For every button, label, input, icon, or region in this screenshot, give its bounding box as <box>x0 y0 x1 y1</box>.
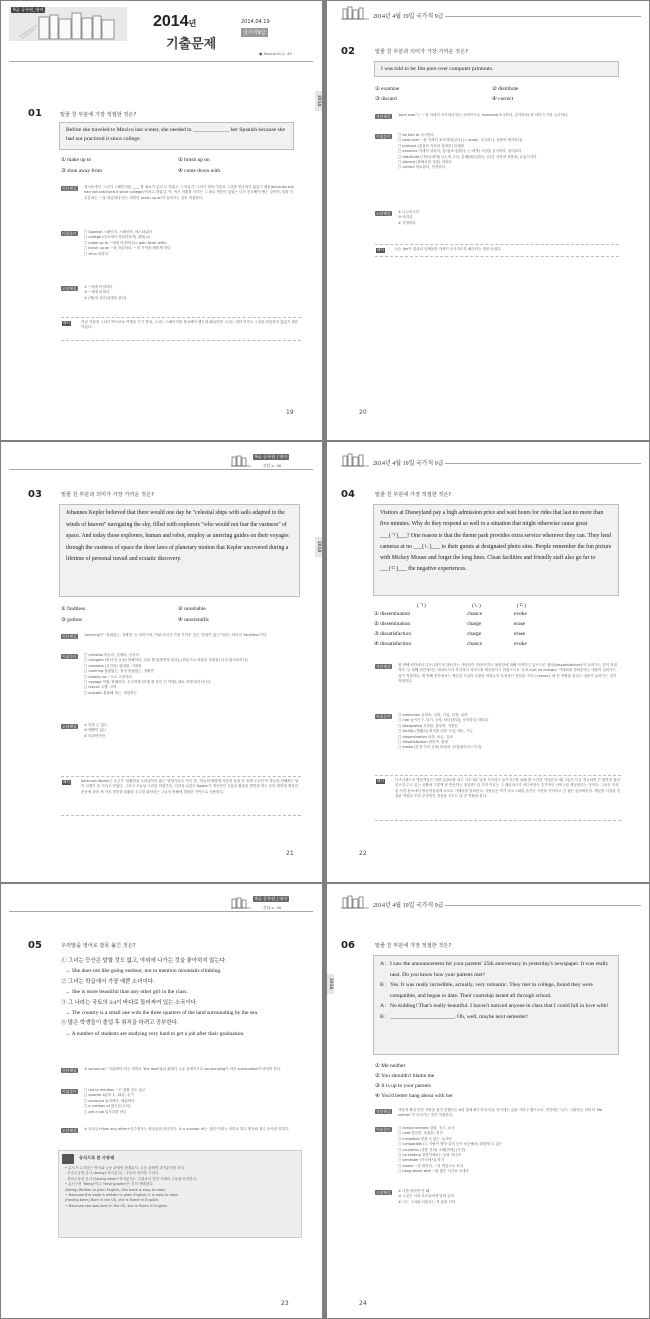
vocab-item: □ discard (불필요한 것을) 버리다 <box>398 160 452 165</box>
label-answer-explain: 정답해설 <box>62 186 77 191</box>
translation-text: 나는 Jim이 컴퓨터 인쇄물을 자세히 조사하도록 해주라는 말을 들었다. <box>395 247 502 251</box>
item-4-english: → A number of students are studying very hard to get a job after their graduation. <box>65 1030 245 1037</box>
vocab-item: □ travail 고생, 고역 <box>84 685 117 690</box>
choice-4[interactable]: ④ come down with <box>178 168 221 174</box>
choice-list <box>375 1061 453 1101</box>
page-number: 20 <box>359 409 367 416</box>
side-tab-year: 2014 <box>315 537 322 557</box>
question-passage: Johannes Kepler believed that there would one day be "celestial ships with sails adapted to the winds of heaven" navigating the sky, filled with explorers "who would not fear the vastness" of space. And today those explorers, human and robot, employ as unerring guides on their voyages through the vastness of space the three laws of planetary motion that Kepler uncovered during a lifetime of personal travail and ecstatic discovery. <box>59 504 300 597</box>
question-passage: Visitors at Disneyland pay a high admission price and wait hours for rides that last no more than five minutes. Why do they respond so well to a situation that might otherwise cause great ___(ㄱ)___? One reason is that the theme park provides extra service wherever they can. They lend cameras at no ___(ㄴ)___ to their guests at designated photo sites. People remember the fun picture with Mickey Mouse and forget the long lines. Clean facilities and friendly staff also go far to ___(ㄷ)___ the negative experiences. <box>373 504 619 596</box>
vocab-item: □ vastness (공간을) 광대함, 거대함 <box>84 663 142 668</box>
choice-2[interactable]: ② distribute <box>492 86 519 92</box>
utterance: No kidding! That's really beautiful. I haven't noticed anyone in class that I could fall in love with! <box>390 1003 609 1010</box>
vocab-item: □ semester (미국에서) 학기 <box>398 1158 444 1163</box>
wrong-item: ④ 너는 그녀와 어울리는 게 좋을 거야 <box>398 1199 456 1204</box>
vocab-item: □ examine 자세히 살피다, 검사[조사]하다, (~에게) 시험을 실시하다, 물어보다 <box>398 149 522 154</box>
choice-1[interactable]: ① examine <box>375 86 400 92</box>
vocab-list <box>84 230 294 257</box>
vocab-item: □ unerring 틀림없는, 정성 틀림없는, 정확한 <box>84 669 154 674</box>
column-head-c: (ㄷ) <box>517 603 526 609</box>
books-header-icon <box>341 894 369 908</box>
answer-explanation: 'unerring'은 '틀림없는, 정확한' 등 의미이며, 이와 의미상 가장 가까운 것은 '결점이 없는'이라는 의미의 'faultless'이다. <box>84 633 268 637</box>
speaker: A : <box>380 961 387 967</box>
side-tab-year: 2014 <box>327 974 334 994</box>
translation-label: 해석 <box>63 780 70 784</box>
header-answer-ref: 정답 p. 46 <box>263 905 282 910</box>
vocab-item: □ surround 둘러싸다, 에워싸다 <box>84 1098 135 1103</box>
vocab-item: □ courtship (결혼 전의) 교제[연애] (기간) <box>398 1147 466 1152</box>
books-header-icon <box>341 452 369 466</box>
grammar-tip-icon <box>62 1154 74 1164</box>
header-rule <box>9 469 313 470</box>
speaker: B : <box>380 1013 387 1020</box>
choice-2-c: erase <box>514 621 526 627</box>
question-title: 밑줄 친 부분과 의미가 가장 가까운 것은? <box>61 492 154 498</box>
answer-explanation: 'pore over'는 '~을 자세히 조사하다'라는 의미이므로 'examine(조사하다, 검사하다)'과 의미가 가장 유사하다. <box>398 113 569 117</box>
column-head-a: (ㄱ) <box>417 603 426 609</box>
choice-1[interactable]: ① make up to <box>61 157 92 163</box>
translation-text: Johannes Kepler는 우주가 '광활함을 두려워하지 않는' 탐험가들로 가득 찬, '하늘의 바람에 적응한 돛을 단 천체 우주선'이 하늘을 항해하는 날이 언젠가 올 거라고 믿었다. 그리고 오늘날 그러한 탐험가들, 인간과 로봇은 Kepler가 개인적인 고통과 황홀한 발견을 하는 동안 밝혀낸 행성의 운동에 관한 세 가지 법칙을 광활한 우주를 횡단하는 그들의 항해에 정확한 가이드로 사용한다. <box>81 779 299 794</box>
choice-2-b: charge <box>467 621 482 627</box>
choice-3-b: charge <box>467 631 482 637</box>
label-wrong-answers: 오답해설 <box>62 1128 77 1133</box>
choice-2[interactable]: ② You shouldn't blame me <box>375 1073 435 1079</box>
question-title: 밑줄 친 부분에 가장 적절한 것은? <box>375 492 452 498</box>
choice-2[interactable]: ② unreliable <box>178 606 206 612</box>
label-wrong-answers: 오답해설 <box>62 724 77 729</box>
choice-2-a[interactable]: ② dissemination <box>374 621 411 627</box>
choice-4[interactable]: ④ correct <box>492 96 514 102</box>
answer-explanation: ③ surround는 '에워싸다'라는 의미로 'the land'와의 관계가 수동 관계이므로 surrounding이 아닌 surrounded가 되어야 한다. <box>84 1067 282 1071</box>
books-header-icon <box>341 5 369 19</box>
vocab-item: □ designated 지정된, 관선의, 지명된 <box>398 723 458 728</box>
vocab-item: □ college (미국에서 학위과정이) 대학(교) <box>84 235 151 240</box>
label-answer-explain: 정답해설 <box>62 634 77 639</box>
label-vocab: 어휘풀이 <box>62 654 77 659</box>
answer-explanation: 제시문에서 '그녀가 스페인어를 ____ 할 필요가 있다'고 하였고 그 이유가 '그녀가 대학 이후로 그것을 연습하지 않았기 때문(because she had not practiced it since college)'이라고 하였다. 즉, 역시 어휘를 익히는 그 필요 연습이 없었는 다시 공부해야 했는 것이며, 밑줄 친 부분에는 '~을 복습하다'라는 의미인 brush up on이 들어가는 것이 적절하다. <box>84 185 294 200</box>
exam-date: 2014.04.19 <box>241 19 270 25</box>
dialogue-line <box>380 1012 612 1023</box>
wrong-item: ④ (병)에 걸리다(병을 앓다) <box>84 295 127 300</box>
vocab-item: □ correct 바로잡다, 정정하다 <box>398 165 446 170</box>
choice-1[interactable]: ① Me neither <box>375 1063 406 1069</box>
vocab-item: □ no kidding 정말이에요?, 농담 아니야 <box>398 1153 461 1158</box>
item-1-korean[interactable]: ① 그녀는 등산은 말할 것도 없고, 야외에 나가는 것을 좋아하지 않는다. <box>61 958 227 964</box>
question-number: 03 <box>28 489 42 500</box>
vocab-item: □ celestial 하늘의, 천체의, 천상의 <box>84 653 139 657</box>
wrong-item: ② 나를 탓하면 안 돼 <box>398 1189 430 1193</box>
header-rule <box>9 911 313 912</box>
choice-3[interactable]: ③ discard <box>375 96 397 102</box>
wrong-item: ④ 정정하다 <box>398 220 416 225</box>
vocab-item: □ dissemination 파종, 보급, 유포 <box>398 734 453 739</box>
vocab-item: □ evoke (감정·기억 등을) 떠올려 주다[불러일으키다] <box>398 745 482 750</box>
item-1-english: → She does not like going outdoor, not to mention mountain-climbing. <box>65 968 222 975</box>
vocab-item: □ compatible (두 사람이 생각·흥미 등이 비슷해서) 화합할 수 있는 <box>398 1142 503 1147</box>
grammar-line: (Having been) Born in the US, she is fluent in English. <box>65 1198 159 1203</box>
dialogue-box <box>373 955 619 1055</box>
question-number: 06 <box>341 940 355 951</box>
vocab-list <box>84 1088 299 1115</box>
choice-4[interactable]: ④ unscientific <box>178 617 210 623</box>
grammar-line: → Because she was born in the US, she is fluent in English. <box>65 1203 169 1208</box>
header-rule <box>445 16 641 17</box>
question-title: 밑줄 친 부분에 가장 적절한 것은? <box>60 112 137 118</box>
header-rule <box>445 463 641 464</box>
series-badge: 9급 공무원 | 영어 <box>255 454 288 459</box>
wrong-list <box>84 285 294 301</box>
page-number: 22 <box>359 850 367 857</box>
year-title: 2014년 <box>153 13 197 30</box>
wrong-item: ③ 그것은 너의 부모님에게 달려 있어 <box>398 1194 455 1199</box>
page-23 <box>1 884 322 1318</box>
dialogue-line <box>380 1001 612 1012</box>
grammar-line: - 단순수동형 분사 (being+과거분사) : 수동의 의미를 가진다. <box>65 1171 160 1176</box>
grammar-line: (Being) Written in plain English, this book is easy to read. <box>65 1187 166 1192</box>
choice-2[interactable]: ② brush up on <box>178 157 210 163</box>
vocab-item: □ pore over ~을 자세히 조사하다[보다] (= study, 숙고하다, 골똘히 생각하다) <box>398 138 523 143</box>
vocab-item: □ hang about with ~와 많은 시간을 보내다 <box>398 1169 469 1174</box>
vocab-item: □ dissatisfaction 불만족, 불평 <box>398 740 448 745</box>
exam-subtitle: 기출문제 <box>166 37 217 52</box>
item-4-korean[interactable]: ④ 많은 학생들이 졸업 후 취직을 하려고 공부한다. <box>61 1020 179 1027</box>
translation-text: 작년 겨울에 그녀가 멕시코로 여행을 가기 전에, 그녀는 스페인어를 복습해야 했는데 왜냐하면 그녀는 대학 이후로 그것을 연습하지 않았기 때문이었다. <box>81 320 299 330</box>
grammar-line: → Because this book is written in plain English, it is easy to read. <box>65 1193 179 1198</box>
label-answer-explain: 정답해설 <box>62 1068 77 1073</box>
question-number: 01 <box>28 108 42 119</box>
translation-label: 해석 <box>377 779 384 783</box>
label-vocab: 어휘풀이 <box>62 231 77 236</box>
column-head-b: (ㄴ) <box>472 603 481 609</box>
side-tab-year: 2014 <box>315 91 322 111</box>
grammar-tip-box <box>58 1150 302 1238</box>
page-number: 19 <box>286 409 294 416</box>
choice-4-c: evoke <box>514 641 527 647</box>
page-19 <box>1 1 322 440</box>
vocab-item: □ brush up on ~을 복습하다, ~의 기억을 새롭게 하다 <box>84 246 171 251</box>
label-answer-explain: 정답해설 <box>376 1109 391 1114</box>
label-answer-explain: 정답해설 <box>376 664 391 669</box>
vocab-item: □ admission 입장료, 입장, 가입, 인정, 입학 <box>398 713 468 717</box>
wrong-item: ② 믿을 수 없는 <box>84 723 108 727</box>
item-3-korean[interactable]: ③ 그 나라는 국토의 3/4이 바다로 둘러싸여 있는 소국이다. <box>61 999 198 1006</box>
grammar-line: - 완료수동형 분사 (having been+과거분사) : 주절보다 앞선 시제의 수동을 표현한다. <box>65 1176 198 1181</box>
vocab-list <box>84 653 299 696</box>
vocab-item: □ Spanish 스페인의, 스페인어, 에스파냐어 <box>84 230 152 234</box>
label-wrong-answers: 오답해설 <box>62 286 77 291</box>
label-wrong-answers: 오답해설 <box>376 211 391 216</box>
translation-box <box>61 776 301 816</box>
question-number: 05 <box>28 940 42 951</box>
page-21 <box>1 442 322 882</box>
translation-box <box>375 775 621 821</box>
label-vocab: 어휘풀이 <box>376 714 391 719</box>
books-header-icon <box>231 894 251 906</box>
vocab-item: □ a number of 많은(다수의) <box>84 1104 131 1109</box>
vocab-item: □ get a job 일자리를 얻다 <box>84 1109 127 1114</box>
vocab-list <box>398 133 618 171</box>
vocab-item: □ make up to ~에게 아첨하다(= gain favor with) <box>84 240 167 245</box>
publisher-ref: ● Research p. 45 <box>259 51 292 56</box>
korean-english-items <box>61 956 297 1039</box>
wrong-explanation: ② 비교급+than any other+단수명사는 최상급의 의미이다. ④ a number of는 '많은'이라는 의미로 복수 명사와 복수 동사를 취한다. <box>84 1127 290 1131</box>
speaker: B : <box>380 982 387 989</box>
choice-3[interactable]: ③ gutless <box>61 617 83 623</box>
item-2-english: → She is more beautiful than any other girl in the class. <box>65 989 188 996</box>
speaker: A : <box>380 1003 387 1010</box>
header-answer-ref: 정답 p. 46 <box>263 463 282 468</box>
question-number: 04 <box>341 489 355 500</box>
vocab-item: □ neat 깔끔한, 훌륭한, 멋진 <box>398 1131 443 1136</box>
answer-explanation: 사랑에 빠질 만한 사람을 찾지 못했다는 A의 말에 B가 아마 다음 학기에는 있을 거라고 했으므로, 빈칸에는 '나도 그래'라는 의미의 'Me neither'가 들어가는 것이 적절하다. <box>398 1108 603 1118</box>
page-22 <box>327 442 649 882</box>
choice-3[interactable]: ③ It is up to your parents <box>375 1083 431 1089</box>
vocab-item: □ incredible 믿을 수 없는, 놀라운 <box>398 1136 453 1141</box>
running-header: 2014년 4월 19일 국가직 9급 <box>373 903 444 909</box>
choice-3[interactable]: ③ shun away from <box>61 168 102 174</box>
vocab-item: □ employ as ~으로 고용하다 <box>84 674 132 679</box>
wrong-item: ④ 비과학적인 <box>84 733 106 738</box>
vocab-item: □ printout (컴퓨터 자료를 출력한) 인쇄물 <box>398 143 465 148</box>
translation-box <box>375 244 619 257</box>
question-title: 우리말을 영어로 잘못 옮긴 것은? <box>61 943 136 949</box>
series-badge: 9급 공무원_영어 <box>13 7 44 12</box>
label-vocab: 어휘풀이 <box>62 1089 77 1094</box>
page-20 <box>327 1 649 440</box>
wrong-item: ① ~에게 아첨하다 <box>84 285 113 289</box>
utterance: I saw the announcement for your parents' 25th anniversary in yesterday's newspaper. It was really neat. Do you know how your parents met? <box>390 961 609 978</box>
page-number: 21 <box>286 850 294 857</box>
label-vocab: 어휘풀이 <box>376 1127 391 1132</box>
page-number: 23 <box>281 1300 289 1307</box>
choice-3-c: erase <box>514 631 526 637</box>
running-header: 2014년 4월 19일 국가직 9급 <box>373 14 444 20</box>
running-header: 2014년 4월 19일 국가직 9급 <box>373 461 444 467</box>
vocab-item: □ voyage 여행, 항해하다, 우주여행 (비행 중 특히 긴 여행), 배로 여행 돌아다니다 <box>84 680 211 685</box>
label-answer-explain: 정답해설 <box>376 114 391 119</box>
choice-1[interactable]: ① faultless <box>61 606 86 612</box>
vocab-item: □ announcement 알림, 공고, 소식 <box>398 1126 455 1130</box>
grammar-tip-lines <box>65 1166 297 1209</box>
vocab-item: □ not to mention ~은 말할 것도 없고 <box>84 1088 146 1092</box>
question-passage: Before she traveled to Mexico last winter, she needed to _____________ her Spanish because she had not practiced it since college. <box>59 122 294 150</box>
vocab-item: □ blame ~을 탓하다, ~의 책임으로 보다 <box>398 1163 464 1168</box>
label-vocab: 어휘풀이 <box>376 134 391 139</box>
wrong-list <box>84 723 299 739</box>
books-header-icon <box>231 452 251 464</box>
dialogue-line <box>380 959 612 980</box>
wrong-list <box>398 1189 620 1205</box>
vocab-item: □ be told to 지시받다 <box>398 133 434 137</box>
wrong-list <box>398 210 618 226</box>
vocab-item: □ distribute (사람들에게) 나누어 주다, 분배[배포]하다, (다른 지역에 상품을) 유통시키다 <box>398 154 537 159</box>
vocab-item: □ ride 놀이기구, 타기, 승차, 타다[몰다], 승마하다, 태우다 <box>398 718 489 723</box>
vocab-item: □ ecstatic 황홀해 하는, 열광하는 <box>84 690 137 695</box>
vocab-item: □ quarter 4분의 1, 15분, 분기 <box>84 1093 134 1098</box>
vocab-list <box>398 1126 620 1175</box>
exam-type-badge: 국가직9급 <box>243 30 266 36</box>
translation-text: 디즈니랜드의 방문객들은 비싼 입장료를 내고 겨우 5분 남짓 지속되는 놀이기구를 위해 몇 시간을 기다린다. 왜 그들은 다른 경우라면 큰 불만을 불러일으킬 수도 있는 상황에 그렇게 잘 반응하는 것일까? 한 가지 이유는 그 테마파크가 어디에서든 추가적인 서비스를 제공한다는 것이다. 그들은 지정된 사진 장소에서 방문객들에게 무료로 카메라를 빌려준다. 사람들은 미키 마우스와의 즐거운 사진을 기억하고 긴 줄은 잊어버린다. 깨끗한 시설과 친절한 직원들 또한 부정적인 경험을 지우는 데 큰 역할을 한다. <box>395 778 621 799</box>
grammar-line: • 분사가 수식하는 명사와 능동 관계면 현재분사, 수동 관계면 과거분사를 쓴다. <box>65 1166 186 1170</box>
choice-1-a[interactable]: ① dissemination <box>374 611 411 617</box>
question-passage: I was told to let Jim pore over computer printouts. <box>374 61 619 77</box>
wrong-item: ② 나누어주다 <box>398 210 420 214</box>
series-badge: 9급 공무원 | 영어 <box>255 896 288 901</box>
label-wrong-answers: 오답해설 <box>376 1190 391 1195</box>
question-title: 밑줄 친 부분에 가장 적절한 것은? <box>375 943 452 949</box>
item-3-english: → The country is a small one with the three quarters of the land surrounding by the sea. <box>65 1010 259 1017</box>
vocab-item: □ facility (생활의) 편의를 위한 시설, 재능, 기능 <box>398 729 474 734</box>
wrong-item: ③ 버리다 <box>398 215 413 220</box>
item-2-korean[interactable]: ② 그녀는 학급에서 가장 예쁜 소녀이다. <box>61 978 155 985</box>
translation-label: 해석 <box>377 248 384 252</box>
utterance: Yes. It was really incredible, actually, very romantic. They met in college, found they were compatible, and began to date. Their courtship lasted all through school. <box>390 982 593 999</box>
choice-3-a[interactable]: ③ dissatisfaction <box>374 631 412 637</box>
question-title: 밑줄 친 부분과 의미가 가장 가까운 것은? <box>375 49 468 55</box>
grammar-line: • 분사구문 'Being'이나 'Having been'은 흔히 생략된다. <box>65 1182 154 1187</box>
header-rule <box>445 905 641 906</box>
translation-label: 해석 <box>63 321 70 325</box>
choice-4-b: chance <box>467 641 482 647</box>
choice-4[interactable]: ④ You'd better hang about with her <box>375 1093 453 1099</box>
question-number: 02 <box>341 46 355 57</box>
vocab-item: □ navigate (바다·강 등을) 항해하다, 길을 찾다[방향을 읽다], (힘들거나 복잡한 상황을) 다루다[처리하다] <box>84 658 248 663</box>
vocab-list <box>398 713 620 751</box>
dialogue-line <box>380 980 612 1001</box>
choice-1-b: chance <box>467 611 482 617</box>
wrong-item: ③ ~에게 피하다 <box>84 290 110 295</box>
translation-box <box>61 317 301 341</box>
choice-4-a[interactable]: ④ dissatisfaction <box>374 641 412 647</box>
wrong-item: ③ 배짱이 없는 <box>84 728 107 733</box>
grammar-tip-title: 공식으로 본 수동태 <box>79 1155 115 1160</box>
vocab-item: □ shun 피하다 <box>84 251 109 256</box>
page-number: 24 <box>359 1300 367 1307</box>
answer-explanation: 첫 번째 빈칸에서 디즈니랜드의 방문자는 사람들이 견뎌야 하는 불편함에 대해 지적하고 있으므로 '불만(dissatisfaction)'이 들어가는 것이 적절하다. 두 번째 빈칸에서는 테마파크가 추가적인 서비스를 제공한다고 하였으므로 '무료로(at no charge)' 카메라를 빌려준다는 내용이 들어가는 것이 적절하다. 세 번째 빈칸에서는 깨끗한 시설과 친절한 직원들이 부정적인 경험을 '지우는(erase)' 데 큰 역할을 한다는 내용이 들어가는 것이 적절하다. <box>398 663 617 684</box>
utterance: _______________________. Oh, well, maybe next semester! <box>390 1013 528 1020</box>
header-rule <box>9 61 313 62</box>
page-24 <box>327 884 649 1318</box>
choice-1-c: evoke <box>514 611 527 617</box>
